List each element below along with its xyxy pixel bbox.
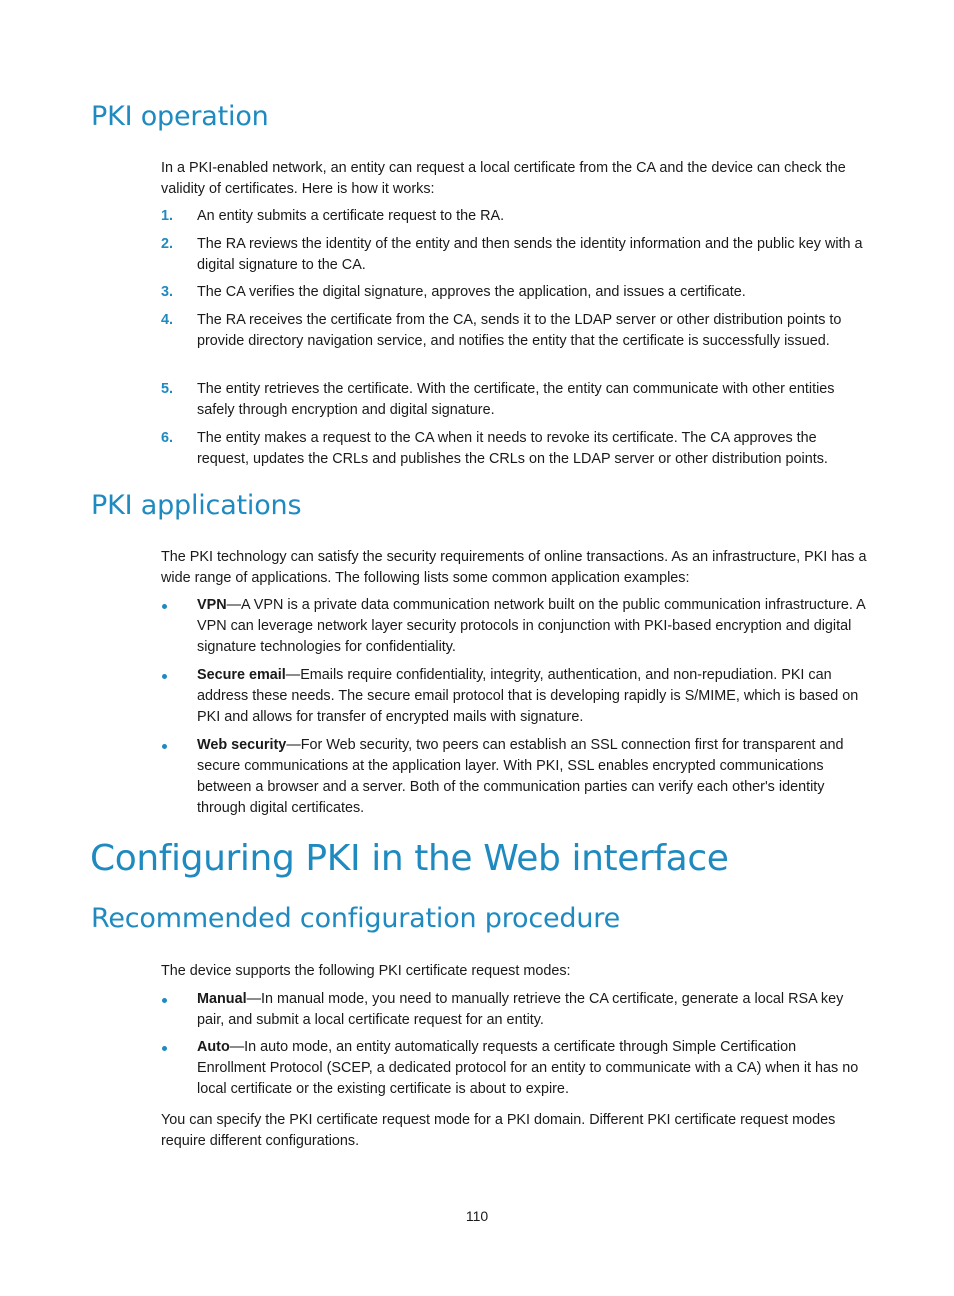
list-item: [161, 665, 867, 728]
term-manual: Manual: [197, 991, 247, 1007]
bullet-icon: [162, 674, 167, 679]
step-number: 5.: [161, 381, 174, 397]
chapter-title: Configuring PKI in the Web interface: [90, 838, 729, 879]
bullet-icon: [162, 604, 167, 609]
step-text: The entity retrieves the certificate. With the certificate, the entity can communicate with other entities safely through encryption and digital signature.: [197, 381, 835, 418]
step-text: The RA reviews the identity of the entity and then sends the identity information and the public key with a digital signature to the CA.: [197, 236, 863, 273]
bullet-text: —In manual mode, you need to manually retrieve the CA certificate, generate a local RSA key pair, and submit a local certificate request for an entity.: [197, 991, 844, 1028]
bullet-text: —In auto mode, an entity automatically requests a certificate through Simple Certification Enrollment Protocol (SCEP, a dedicated protocol for an entity to communicate with a CA) when it has no local certificate or the existing certificate is about to expire.: [197, 1039, 859, 1097]
heading-pki-applications: PKI applications: [91, 490, 302, 521]
list-item: [161, 310, 867, 352]
step-text: The CA verifies the digital signature, approves the application, and issues a certificate.: [197, 284, 746, 300]
step-text: The RA receives the certificate from the CA, sends it to the LDAP server or other distribution points to provide directory navigation service, and notifies the entity that the certificate is successfully issued.: [197, 312, 842, 349]
term-secure-email: Secure email: [197, 667, 286, 683]
recommended-outro: You can specify the PKI certificate request mode for a PKI domain. Different PKI certificate request modes require different configurations.: [161, 1112, 836, 1149]
recommended-intro: The device supports the following PKI certificate request modes:: [161, 963, 571, 979]
pki-operation-intro: In a PKI-enabled network, an entity can request a local certificate from the CA and the device can check the validity of certificates. Here is how it works:: [161, 160, 846, 197]
list-item: [161, 595, 867, 658]
heading-recommended-procedure: Recommended configuration procedure: [91, 903, 620, 934]
bullet-text: —A VPN is a private data communication network built on the public communication infrastructure. A VPN can leverage network layer security protocols in conjunction with PKI-based encryption and digital signature technologies for confidentiality.: [197, 597, 865, 655]
step-number: 3.: [161, 284, 174, 300]
list-item: [161, 735, 867, 819]
list-item: [161, 1037, 867, 1100]
step-text: The entity makes a request to the CA when it needs to revoke its certificate. The CA approves the request, updates the CRLs and publishes the CRLs on the LDAP server or other distribution points.: [197, 430, 828, 467]
list-item: [161, 428, 867, 470]
list-item: [161, 379, 867, 421]
step-number: 1.: [161, 208, 174, 224]
step-number: 2.: [161, 236, 174, 252]
term-web-security: Web security: [197, 737, 287, 753]
list-item: [161, 989, 867, 1031]
page-number: 110: [465, 1208, 489, 1224]
list-item: [161, 206, 867, 227]
step-number: 4.: [161, 312, 174, 328]
bullet-text: —Emails require confidentiality, integrity, authentication, and non-repudiation. PKI can address these needs. The secure email protocol that is developing rapidly is S/MIME, which is based on PKI and allows for transfer of encrypted mails with signature.: [197, 667, 859, 725]
list-item: [161, 234, 867, 276]
term-auto: Auto: [197, 1039, 230, 1055]
bullet-icon: [162, 744, 167, 749]
bullet-text: —For Web security, two peers can establish an SSL connection first for transparent and secure communications at the application layer. With PKI, SSL enables encrypted communications between a browser and a server. Both of the communication parties can verify each other's identity through digital certificates.: [197, 737, 844, 816]
term-vpn: VPN: [197, 597, 227, 613]
step-number: 6.: [161, 430, 174, 446]
bullet-icon: [162, 1046, 167, 1051]
bullet-icon: [162, 998, 167, 1003]
heading-pki-operation: PKI operation: [91, 101, 269, 132]
step-text: An entity submits a certificate request to the RA.: [197, 208, 505, 224]
pki-applications-intro: The PKI technology can satisfy the security requirements of online transactions. As an infrastructure, PKI has a wide range of applications. The following lists some common application examples:: [161, 549, 867, 586]
list-item: [161, 282, 867, 303]
